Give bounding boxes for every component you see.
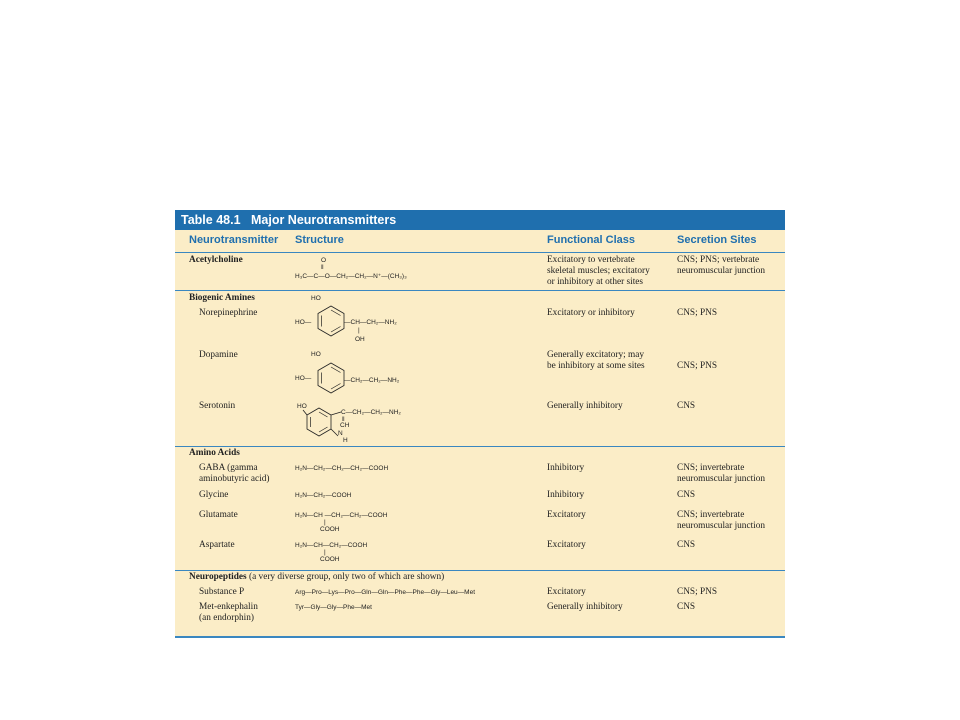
dopamine-benzene-ring (316, 361, 346, 395)
dopamine-ho-left: HO— (295, 375, 312, 382)
norepinephrine-ho-top: HO (311, 295, 321, 302)
aspartate-function: Excitatory (547, 540, 586, 550)
norepinephrine-oh: OH (355, 336, 365, 343)
glutamate-bond-bar: | (324, 519, 326, 526)
dopamine-function: Generally excitatory; may be inhibitory at some sites (547, 350, 645, 371)
gaba-sites: CNS; invertebrate neuromuscular junction (677, 463, 766, 484)
separator-rule (175, 446, 785, 447)
glutamate-sites: CNS; invertebrate neuromuscular junction (677, 510, 766, 531)
serotonin-side-chain: C—CH₂—CH₂—NH₂ (341, 409, 401, 416)
aspartate-bond-bar: | (324, 549, 326, 556)
neuropeptides-note: (a very diverse group, only two of which are shown) (246, 572, 445, 582)
aspartate-name: Aspartate (199, 540, 235, 550)
dopamine-side-chain: —CH₂—CH₂—NH₂ (344, 377, 400, 384)
glutamate-structure: H₂N—CH —CH₂—CH₂—COOH (295, 512, 388, 519)
separator-rule (175, 290, 785, 291)
serotonin-function: Generally inhibitory (547, 401, 623, 411)
neuropeptides-heading-row (189, 572, 444, 583)
substance-p-function: Excitatory (547, 587, 586, 597)
serotonin-double-bond: ‖ (342, 416, 345, 423)
met-enkephalin-function: Generally inhibitory (547, 602, 623, 612)
glutamate-function: Excitatory (547, 510, 586, 520)
serotonin-name: Serotonin (199, 401, 236, 411)
norepinephrine-sites: CNS; PNS (677, 308, 718, 318)
serotonin-h: H (343, 437, 348, 444)
header-secretion-sites: Secretion Sites (677, 234, 757, 246)
biogenic-amines-heading: Biogenic Amines (189, 293, 255, 303)
norepinephrine-bond-bar: | (358, 327, 360, 334)
gaba-structure: H₂N—CH₂—CH₂—CH₂—COOH (295, 465, 389, 472)
header-structure: Structure (295, 234, 344, 246)
aspartate-cooh: COOH (320, 556, 340, 563)
substance-p-name: Substance P (199, 587, 245, 597)
table-title-bar (175, 210, 785, 230)
dopamine-name: Dopamine (199, 350, 238, 360)
table-number: Table 48.1 (181, 213, 241, 227)
header-neurotransmitter: Neurotransmitter (189, 234, 279, 246)
table-bottom-rule (175, 636, 785, 638)
aspartate-structure: H₂N—CH—CH₂—COOH (295, 542, 368, 549)
table-title: Major Neurotransmitters (251, 213, 397, 227)
glycine-structure: H₂N—CH₂—COOH (295, 492, 352, 499)
substance-p-sites: CNS; PNS (677, 587, 718, 597)
serotonin-ch: CH (340, 422, 350, 429)
substance-p-structure: Arg—Pro—Lys—Pro—Gln—Gln—Phe—Phe—Gly—Leu—Met (295, 589, 476, 596)
glycine-sites: CNS (677, 490, 696, 500)
acetylcholine-function: Excitatory to vertebrate skeletal muscles; excitatory or inhibitory at other sites (547, 255, 650, 287)
glutamate-cooh: COOH (320, 526, 340, 533)
separator-rule (175, 570, 785, 571)
glutamate-name: Glutamate (199, 510, 238, 520)
glycine-function: Inhibitory (547, 490, 585, 500)
neuropeptides-heading: Neuropeptides (189, 572, 247, 582)
dopamine-ho-top: HO (311, 351, 321, 358)
gaba-name: GABA (gamma aminobutyric acid) (199, 463, 270, 484)
glycine-name: Glycine (199, 490, 229, 500)
neurotransmitter-table (175, 210, 785, 638)
acetylcholine-structure-double-bond: ‖ (321, 264, 324, 271)
acetylcholine-structure-o: O (321, 257, 327, 264)
met-enkephalin-structure: Tyr—Gly—Gly—Phe—Met (295, 604, 372, 611)
serotonin-ho: HO (297, 403, 307, 410)
acetylcholine-name: Acetylcholine (189, 255, 243, 265)
acetylcholine-sites: CNS; PNS; vertebrate neuromuscular junction (677, 255, 766, 276)
aspartate-sites: CNS (677, 540, 696, 550)
dopamine-sites: CNS; PNS (677, 361, 718, 371)
met-enkephalin-name: Met-enkephalin (an endorphin) (199, 602, 258, 623)
norepinephrine-function: Excitatory or inhibitory (547, 308, 635, 318)
serotonin-n: N (338, 430, 343, 437)
norepinephrine-name: Norepinephrine (199, 308, 258, 318)
amino-acids-heading: Amino Acids (189, 448, 240, 458)
column-header-row (175, 230, 785, 253)
acetylcholine-structure: H₃C—C—O—CH₂—CH₂—N⁺—(CH₃)₃ (295, 273, 407, 280)
met-enkephalin-sites: CNS (677, 602, 696, 612)
norepinephrine-side-chain: —CH—CH₂—NH₂ (344, 319, 397, 326)
norepinephrine-benzene-ring (316, 304, 346, 338)
gaba-function: Inhibitory (547, 463, 585, 473)
serotonin-sites: CNS (677, 401, 696, 411)
norepinephrine-ho-left: HO— (295, 319, 312, 326)
header-functional-class: Functional Class (547, 234, 636, 246)
